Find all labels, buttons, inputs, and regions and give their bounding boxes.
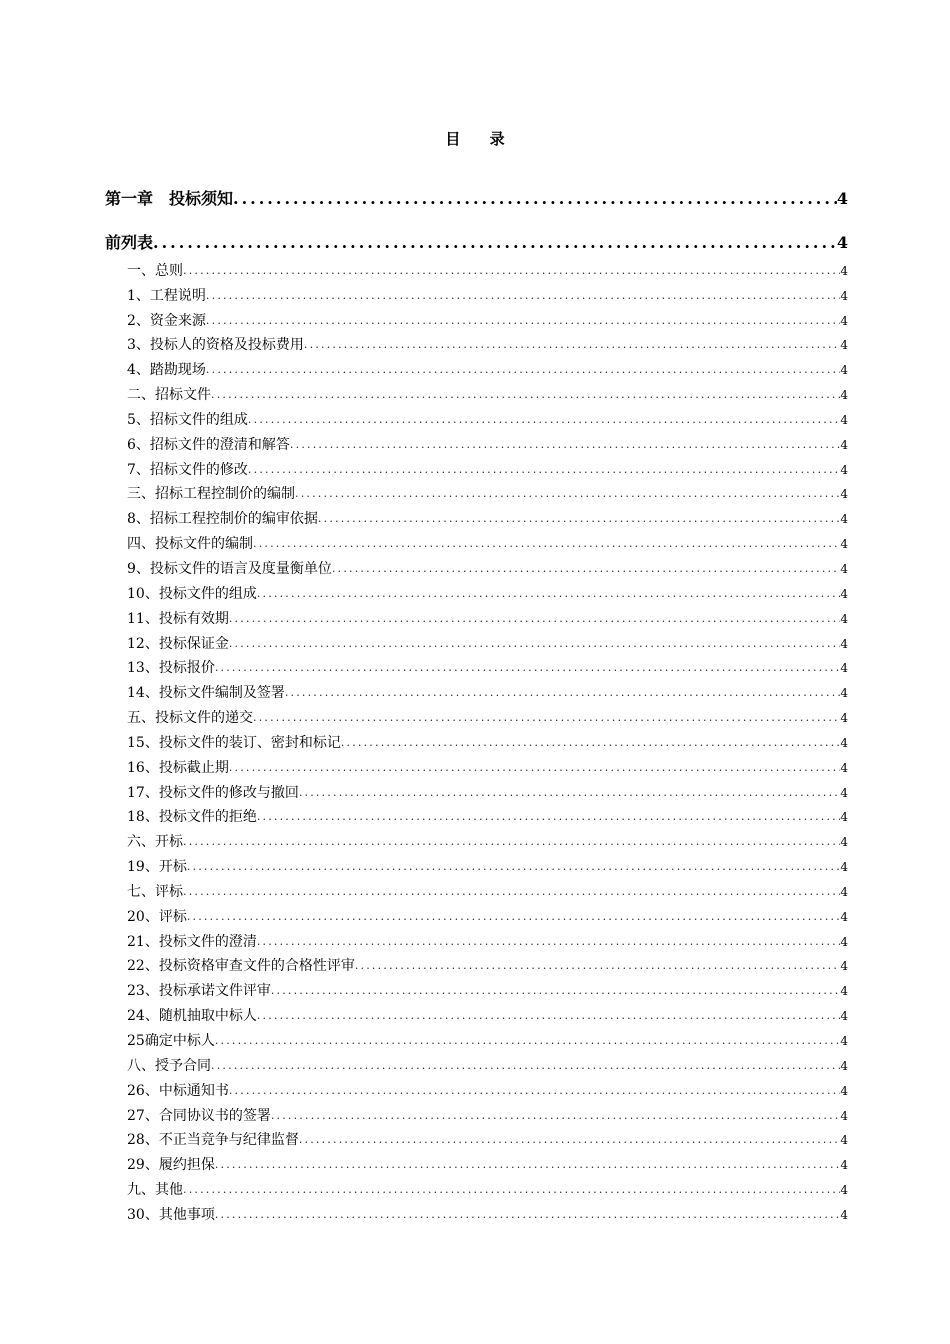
toc-entry-label: 21、投标文件的澄清 <box>127 933 257 950</box>
toc-entry-label: 六、开标 <box>127 834 183 851</box>
toc-page-number: 4 <box>840 487 848 502</box>
toc-entry-label: 二、招标文件 <box>127 387 211 404</box>
toc-section-entry[interactable] <box>105 482 848 507</box>
toc-dot-leader <box>257 930 841 954</box>
toc-dot-leader <box>285 681 841 705</box>
toc-page-number: 4 <box>840 1009 848 1024</box>
toc-dot-leader <box>304 333 840 357</box>
toc-page-number: 4 <box>840 1058 848 1073</box>
toc-section-entry[interactable] <box>105 333 848 358</box>
toc-dot-leader <box>233 184 837 214</box>
toc-page-number: 4 <box>840 1108 848 1123</box>
toc-page-number: 4 <box>840 338 848 353</box>
toc-title: 目 录 <box>445 130 517 148</box>
toc-entry-label: 17、投标文件的修改与撤回 <box>127 784 299 801</box>
toc-dot-leader <box>257 582 841 606</box>
toc-section-entry[interactable] <box>105 432 848 457</box>
toc-page-number: 4 <box>840 462 848 477</box>
toc-dot-leader <box>183 830 840 854</box>
toc-entry-label: 12、投标保证金 <box>127 635 229 652</box>
toc-entry-label: 16、投标截止期 <box>127 759 229 776</box>
toc-page-number: 4 <box>840 959 848 974</box>
toc-section-entry[interactable] <box>105 1003 848 1028</box>
toc-entry-label: 24、随机抽取中标人 <box>127 1008 257 1025</box>
toc-page-number: 4 <box>840 1183 848 1198</box>
toc-entry-label: 九、其他 <box>127 1182 183 1199</box>
toc-dot-leader <box>187 855 841 879</box>
toc-section-entry[interactable] <box>105 780 848 805</box>
toc-page-number: 4 <box>840 810 848 825</box>
toc-page-number: 4 <box>840 537 848 552</box>
toc-page-number: 4 <box>840 1034 848 1048</box>
toc-page-number: 4 <box>840 512 848 527</box>
toc-page-number: 4 <box>836 233 848 252</box>
toc-section-entry[interactable] <box>105 631 848 656</box>
toc-entry-label: 15、投标文件的装订、密封和标记 <box>127 734 341 751</box>
toc-dot-leader <box>257 1004 841 1028</box>
toc-dot-leader <box>215 1029 841 1053</box>
toc-dot-leader <box>229 756 841 780</box>
toc-page-number: 4 <box>840 363 848 378</box>
toc-dot-leader <box>253 532 840 556</box>
toc-dot-leader <box>257 805 841 829</box>
toc-entry-label: 八、授予合同 <box>127 1057 211 1074</box>
toc-entry-label: 6、招标文件的澄清和解答 <box>127 436 290 453</box>
toc-page-number: 4 <box>840 611 848 626</box>
toc-page-number: 4 <box>840 735 848 750</box>
toc-page-number: 4 <box>840 909 848 924</box>
toc-dot-leader <box>215 656 841 680</box>
toc-dot-leader <box>341 731 841 755</box>
toc-entry-label: 19、开标 <box>127 859 187 876</box>
toc-section-entry[interactable] <box>105 531 848 556</box>
toc-entry-label: 9、投标文件的语言及度量衡单位 <box>127 560 332 577</box>
toc-section-entry[interactable] <box>105 283 848 308</box>
toc-section-entry[interactable] <box>105 1078 848 1103</box>
toc-page-number: 4 <box>840 1083 848 1098</box>
toc-entry-label: 3、投标人的资格及投标费用 <box>127 337 304 354</box>
toc-dot-leader <box>187 905 841 929</box>
toc-entry-label: 29、履约担保 <box>127 1157 215 1174</box>
toc-section-entry[interactable] <box>105 556 848 581</box>
toc-page-number: 4 <box>840 711 848 726</box>
toc-entry-label: 28、不正当竞争与纪律监督 <box>127 1132 299 1149</box>
toc-section-entry[interactable] <box>105 854 848 879</box>
toc-section-entry[interactable] <box>105 382 848 407</box>
toc-entry-label: 26、中标通知书 <box>127 1082 229 1099</box>
toc-section-entry[interactable] <box>105 978 848 1003</box>
toc-section-entry[interactable] <box>105 407 848 432</box>
toc-entry-label: 23、投标承诺文件评审 <box>127 983 271 1000</box>
toc-section-entry[interactable] <box>105 954 848 979</box>
toc-dot-leader <box>183 880 840 904</box>
toc-page-number: 4 <box>840 388 848 403</box>
toc-section-entry[interactable] <box>105 581 848 606</box>
toc-entry-label: 2、资金来源 <box>127 312 206 329</box>
toc-page-number: 4 <box>840 1207 848 1222</box>
toc-dot-leader <box>153 228 837 258</box>
toc-entry-label: 18、投标文件的拒绝 <box>127 809 257 826</box>
toc-entry-label: 4、踏勘现场 <box>127 362 206 379</box>
toc-page-number: 4 <box>840 984 848 999</box>
toc-dot-leader <box>206 309 840 333</box>
toc-dot-leader <box>229 1079 841 1103</box>
toc-chapter-entry[interactable] <box>105 214 848 258</box>
toc-section-entry[interactable] <box>105 879 848 904</box>
toc-section-entry[interactable] <box>105 805 848 830</box>
toc-entry-label: 27、合同协议书的签署 <box>127 1107 271 1124</box>
toc-dot-leader <box>183 259 840 283</box>
toc-page-number: 4 <box>840 288 848 303</box>
toc-entry-label: 四、投标文件的编制 <box>127 536 253 553</box>
toc-page-number: 4 <box>836 189 848 208</box>
toc-dot-leader <box>271 979 841 1003</box>
toc-section-entry[interactable] <box>105 1177 848 1202</box>
toc-section-entry[interactable] <box>105 457 848 482</box>
toc-page-number: 4 <box>840 1133 848 1148</box>
toc-section-entry[interactable] <box>105 258 848 283</box>
toc-page-number: 4 <box>840 586 848 601</box>
toc-entry-label: 7、招标文件的修改 <box>127 461 248 478</box>
toc-section-entry[interactable] <box>105 929 848 954</box>
toc-entry-label: 三、招标工程控制价的编制 <box>127 486 295 503</box>
toc-section-entry[interactable] <box>105 1152 848 1177</box>
toc-list <box>105 170 848 1227</box>
toc-dot-leader <box>253 706 840 730</box>
toc-entry-label: 5、招标文件的组成 <box>127 411 248 428</box>
toc-page-number: 4 <box>840 934 848 949</box>
toc-section-entry[interactable] <box>105 1202 848 1227</box>
toc-entry-label: 七、评标 <box>127 883 183 900</box>
toc-entry-label: 8、招标工程控制价的编审依据 <box>127 511 318 528</box>
toc-entry-label: 10、投标文件的组成 <box>127 585 257 602</box>
toc-dot-leader <box>229 607 841 631</box>
toc-dot-leader <box>183 1178 840 1202</box>
toc-dot-leader <box>332 557 840 581</box>
toc-dot-leader <box>229 632 841 656</box>
toc-page-number: 4 <box>840 835 848 850</box>
toc-dot-leader <box>299 781 841 805</box>
toc-entry-label: 1、工程说明 <box>127 287 206 304</box>
toc-dot-leader <box>299 1128 841 1152</box>
toc-section-entry[interactable] <box>105 755 848 780</box>
toc-page-number: 4 <box>840 412 848 427</box>
toc-section-entry[interactable] <box>105 308 848 333</box>
toc-section-entry[interactable] <box>105 705 848 730</box>
toc-section-entry[interactable] <box>105 606 848 631</box>
toc-entry-label: 30、其他事项 <box>127 1206 215 1223</box>
toc-dot-leader <box>215 1203 841 1227</box>
toc-page-number: 4 <box>840 760 848 775</box>
toc-section-entry[interactable] <box>105 680 848 705</box>
toc-section-entry[interactable] <box>105 1028 848 1053</box>
toc-dot-leader <box>206 358 840 382</box>
toc-dot-leader <box>290 433 840 457</box>
toc-entry-label: 14、投标文件编制及签署 <box>127 685 285 702</box>
toc-entry-label: 25确定中标人 <box>127 1033 215 1049</box>
toc-entry-label: 五、投标文件的递交 <box>127 710 253 727</box>
toc-page-number: 4 <box>840 1158 848 1173</box>
toc-dot-leader <box>248 458 840 482</box>
toc-entry-label: 11、投标有效期 <box>127 610 229 627</box>
toc-section-entry[interactable] <box>105 1053 848 1078</box>
toc-page-number: 4 <box>840 313 848 328</box>
toc-dot-leader <box>211 383 840 407</box>
toc-page-number: 4 <box>840 785 848 800</box>
toc-page-number: 4 <box>840 561 848 576</box>
toc-section-entry[interactable] <box>105 656 848 681</box>
toc-page-number: 4 <box>840 636 848 651</box>
toc-section-entry[interactable] <box>105 904 848 929</box>
toc-page-number: 4 <box>840 661 848 676</box>
toc-section-entry[interactable] <box>105 506 848 531</box>
toc-entry-label: 第一章 投标须知 <box>105 189 234 208</box>
toc-dot-leader <box>318 507 840 531</box>
toc-page-number: 4 <box>840 437 848 452</box>
toc-dot-leader <box>355 954 841 978</box>
toc-entry-label: 20、评标 <box>127 908 187 925</box>
toc-page-number: 4 <box>840 263 848 278</box>
toc-section-entry[interactable] <box>105 829 848 854</box>
toc-section-entry[interactable] <box>105 730 848 755</box>
toc-entry-label: 一、总则 <box>127 262 183 279</box>
toc-dot-leader <box>295 482 840 506</box>
toc-chapter-entry[interactable] <box>105 170 848 214</box>
toc-section-entry[interactable] <box>105 1103 848 1128</box>
toc-entry-label: 13、投标报价 <box>127 660 215 677</box>
toc-dot-leader <box>215 1153 841 1177</box>
toc-dot-leader <box>248 408 840 432</box>
toc-page-number: 4 <box>840 860 848 875</box>
toc-section-entry[interactable] <box>105 1128 848 1153</box>
toc-entry-label: 22、投标资格审查文件的合格性评审 <box>127 958 355 975</box>
toc-dot-leader <box>211 1054 840 1078</box>
toc-page-number: 4 <box>840 884 848 899</box>
toc-section-entry[interactable] <box>105 357 848 382</box>
toc-page-number: 4 <box>840 686 848 701</box>
toc-dot-leader <box>271 1104 841 1128</box>
toc-entry-label: 前列表 <box>105 233 154 252</box>
toc-dot-leader <box>206 284 840 308</box>
